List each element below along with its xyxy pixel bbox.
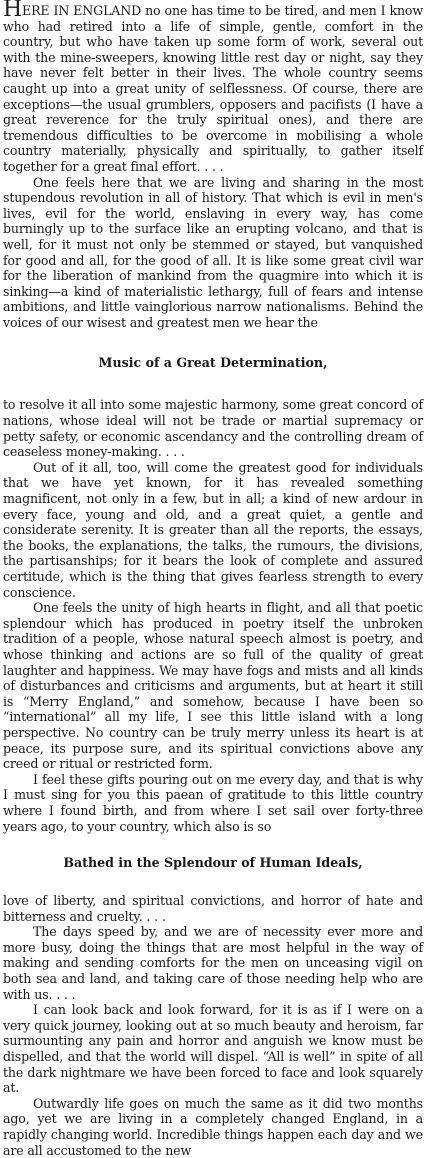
article-paragraph-10: Outwardly life goes on much the same as it did two months ago, yet we are living in a completely changed England, in a rapidly changing world. Incredible things happen each day and we are all accustomed to the new	[3, 1095, 423, 1158]
subheading-bathed-in-the-splendour: Bathed in the Splendour of Human Ideals,	[63, 855, 363, 871]
article-page	[0, 2, 427, 1158]
article-paragraph-2: One feels here that we are living and sharing in the most stupendous revolution in all of history. That which is evil in men's lives, evil for the world, enslaving in every way, has come burningly up to the surface like an erupting volcano, and that is well, for it must not only be stemmed or stayed, but vanquished for good and all, for the good of all. It is like some great civil war for the liberation of mankind from the quagmire into which it is sinking—a kind of materialistic lethargy, full of fears and intense ambitions, and little vainglorious narrow nationalisms. Behind the voices of our wisest and greatest men we hear the	[3, 174, 423, 330]
drop-cap: H	[3, 0, 23, 22]
subheading-music-of-a-great-determination: Music of a Great Determination,	[98, 355, 328, 371]
article-paragraph-4: Out of it all, too, will come the greatest good for individuals that we have yet known, for it has revealed something magnificent, not only in a few, but in all; a kind of new ardour in every face, young and old, and a great quiet, a gentle and considerate serenity. It is greater than all the reports, the essays, the books, the explanations, the talks, the rumours, the divisions, the partisanships; for it bears the look of complete and assured certitude, which is the thing that gives fearless strength to every conscience.	[3, 459, 423, 600]
paragraph-1-text: ERE IN ENGLAND no one has time to be tired, and men I know who had retired into a life of simple, gentle, comfort in the country, but who have taken up some form of work, several out with the mine-sweepers, knowing little rest day or night, say they have never felt better in their lives. The whole country seems caught up into a great unity of selflessness. Of course, there are exceptions—the usual grumblers, opposers and pacifists (I have a great reverence for the truly spiritual ones), and there are tremendous difficulties to be overcome in mobilising a whole country materially, physically and spiritually, to gather itself together for a great final effort. . . .	[3, 3, 423, 174]
article-paragraph-9: I can look back and look forward, for it is as if I were on a very quick journey, looking out at so much beauty and heroism, far surmounting any pain and horror and anguish we know must be dispelled, and that the world will dispel. “All is well” in spite of all the dark nightmare we have been forced to face and look squarely at.	[3, 1002, 423, 1096]
article-paragraph-8: The days speed by, and we are of necessity ever more and more busy, doing the things that are most helpful in the way of making and sending comforts for the men on unceasing vigil on both sea and land, and taking care of those needing help who are with us. . . .	[3, 924, 423, 1002]
article-paragraph-3: to resolve it all into some majestic harmony, some great concord of nations, whose ideal will not be trade or martial supremacy or petty safety, or economic ascendancy and the controlling dream of ceaseless money-making. . . .	[3, 397, 423, 460]
article-paragraph-5: One feels the unity of high hearts in flight, and all that poetic splendour which has produced in poetry itself the unbroken tradition of a people, whose natural speech almost is poetry, and whose thinking and actions are so full of the quality of great laughter and happiness. We may have fogs and mists and all kinds of disturbances and criticisms and arguments, but at heart it still is “Merry England,” and somehow, because I have been so “international” all my life, I see this little island with a long perspective. No country can be truly merry unless its heart is at peace, its purpose sure, and its spiritual convictions above any creed or ritual or restricted form.	[3, 600, 423, 772]
article-paragraph-6: I feel these gifts pouring out on me every day, and that is why I must sing for you this paean of gratitude to this little country where I found birth, and from where I set sail over forty-three years ago, to your country, which also is so	[3, 771, 423, 834]
article-paragraph-7: love of liberty, and spiritual convictions, and horror of hate and bitterness and cruelty. . . .	[3, 893, 423, 924]
article-paragraph-1	[3, 2, 423, 175]
